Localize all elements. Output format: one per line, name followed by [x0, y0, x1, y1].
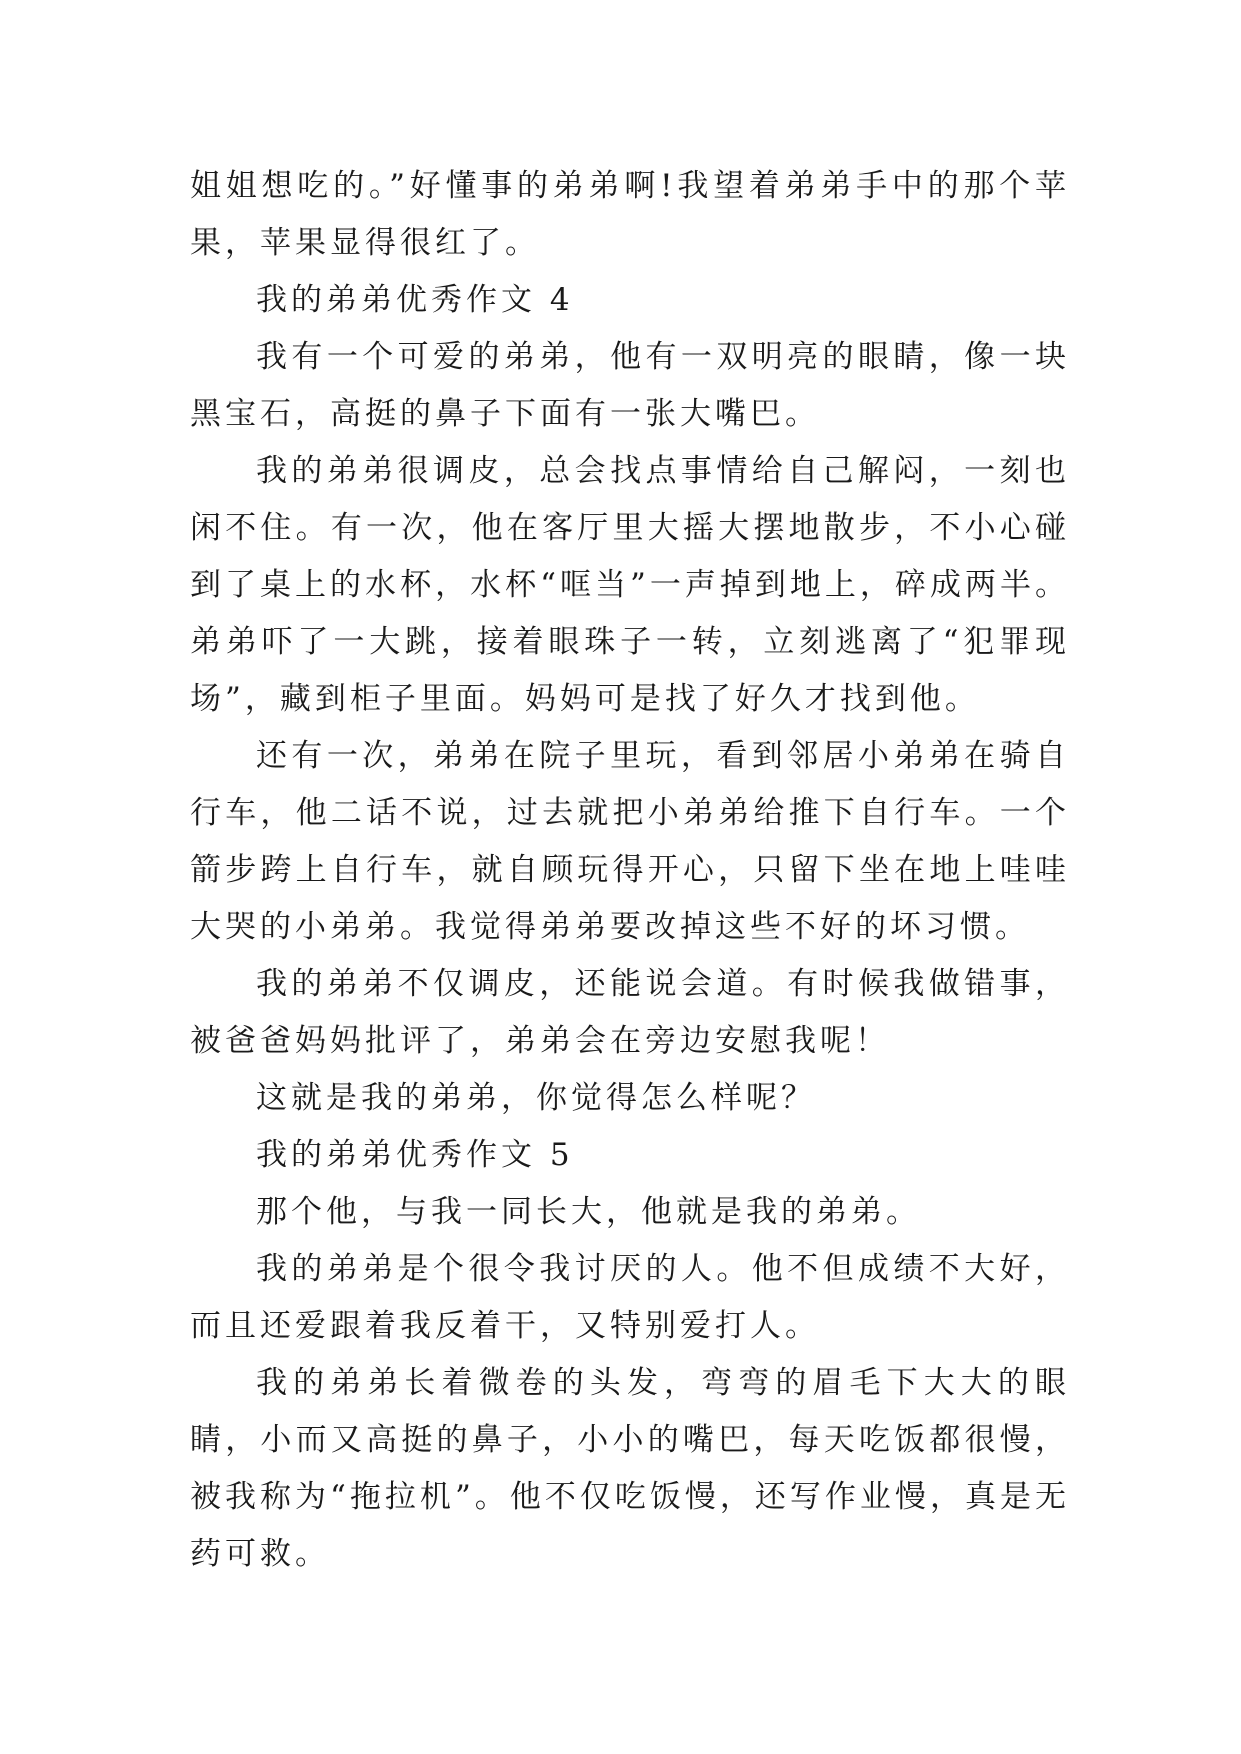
paragraph-5: 还有一次，弟弟在院子里玩，看到邻居小弟弟在骑自行车，他二话不说，过去就把小弟弟给推下自行车。一个箭步跨上自行车，就自顾玩得开心，只留下坐在地上哇哇大哭的小弟弟。我觉得弟弟要改掉这些不好的坏习惯。 — [190, 738, 1070, 945]
essay-heading-4: 我的弟弟优秀作文 4 — [256, 282, 574, 318]
paragraph-10: 我的弟弟是个很令我讨厌的人。他不但成绩不大好，而且还爱跟着我反着干，又特别爱打人。 — [190, 1251, 1070, 1344]
paragraph-1: 姐姐想吃的。”好懂事的弟弟啊!我望着弟弟手中的那个苹果，苹果显得很红了。 — [190, 168, 1070, 261]
paragraph-7: 这就是我的弟弟，你觉得怎么样呢？ — [256, 1080, 816, 1116]
essay-body — [190, 158, 1070, 1583]
paragraph-4: 我的弟弟很调皮，总会找点事情给自己解闷，一刻也闲不住。有一次，他在客厅里大摇大摆地散步，不小心碰到了桌上的水杯，水杯“哐当”一声掉到地上，碎成两半。弟弟吓了一大跳，接着眼珠子一转，立刻逃离了“犯罪现场”，藏到柜子里面。妈妈可是找了好久才找到他。 — [190, 453, 1070, 717]
paragraph-6: 我的弟弟不仅调皮，还能说会道。有时候我做错事，被爸爸妈妈批评了，弟弟会在旁边安慰我呢！ — [190, 966, 1070, 1059]
paragraph-11: 我的弟弟长着微卷的头发，弯弯的眉毛下大大的眼睛，小而又高挺的鼻子，小小的嘴巴，每天吃饭都很慢，被我称为“拖拉机”。他不仅吃饭慢，还写作业慢，真是无药可救。 — [190, 1365, 1070, 1572]
essay-heading-5: 我的弟弟优秀作文 5 — [256, 1137, 574, 1173]
paragraph-9: 那个他，与我一同长大，他就是我的弟弟。 — [256, 1194, 921, 1230]
paragraph-3: 我有一个可爱的弟弟，他有一双明亮的眼睛，像一块黑宝石，高挺的鼻子下面有一张大嘴巴。 — [190, 339, 1070, 432]
